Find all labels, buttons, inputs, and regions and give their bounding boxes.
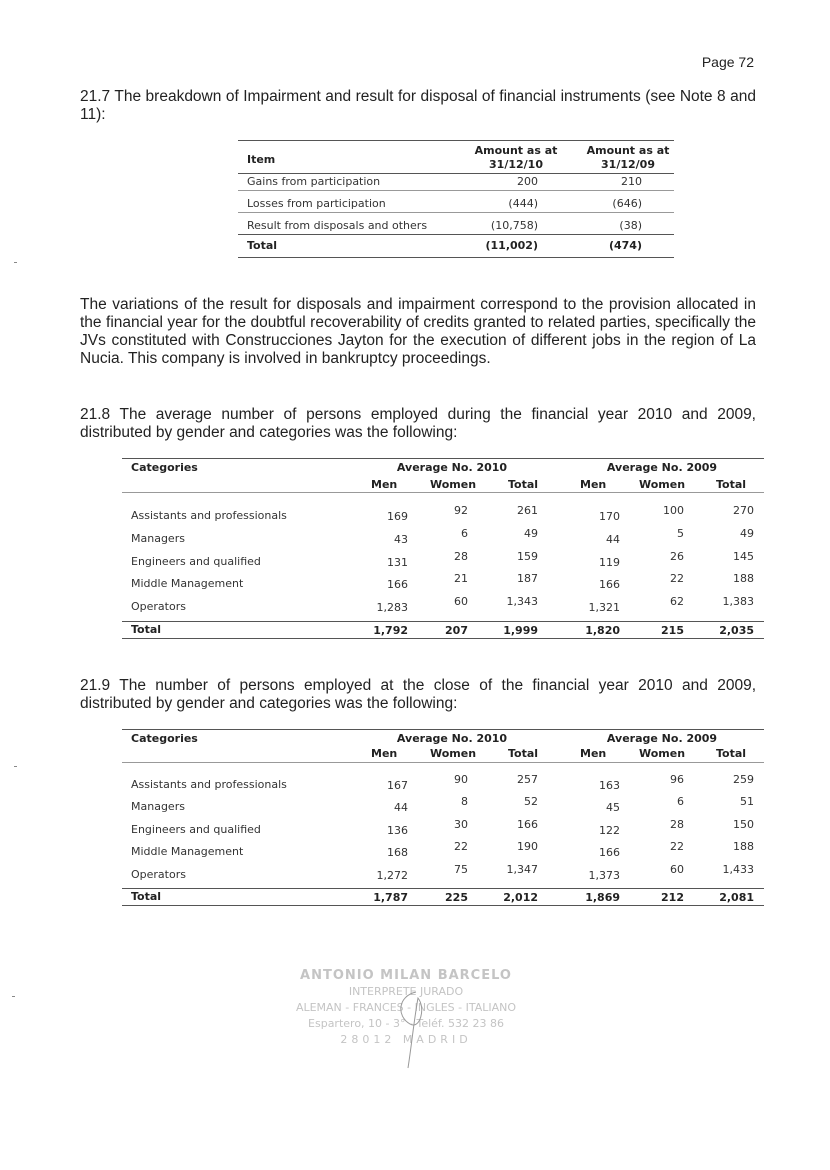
table-row-men-2010: 131 [387, 556, 408, 569]
table-row-women-2009: 100 [663, 504, 684, 517]
col-women-2009: Women [639, 478, 686, 491]
section-21-7-heading: 21.7 The breakdown of Impairment and result for disposal of financial instruments (see Note 8 and 11): [80, 88, 756, 123]
table-row-women-2009: 60 [670, 863, 684, 876]
table-row-item: Result from disposals and others [247, 219, 428, 232]
table-row-women-2010: 90 [454, 773, 468, 786]
table-row-category: Middle Management [131, 845, 244, 858]
table-total-women-2009: 215 [661, 624, 684, 637]
table-row-men-2009: 166 [599, 578, 620, 591]
table-row-women-2009: 62 [670, 595, 684, 608]
table-row-total-2009: 49 [740, 527, 754, 540]
table-row-women-2009: 28 [670, 818, 684, 831]
table-total-total-2010: 1,999 [503, 624, 538, 637]
table-row-men-2009: 166 [599, 846, 620, 859]
table-row-total-2010: 257 [517, 773, 538, 786]
col-total-2009: Total [716, 747, 747, 760]
table-row-men-2009: 122 [599, 824, 620, 837]
table-row-men-2009: 1,373 [588, 869, 620, 882]
table-row-total-2009: 150 [733, 818, 754, 831]
impairment-table [238, 140, 674, 260]
page-number: Page 72 [701, 54, 754, 70]
col-total-2010: Total [508, 747, 539, 760]
table-row-total-2010: 261 [517, 504, 538, 517]
col-2009-header-line2: 31/12/09 [601, 158, 655, 171]
table-row-women-2009: 26 [670, 550, 684, 563]
col-2009-header-line1: Amount as at [586, 144, 670, 157]
table-row-category: Operators [131, 868, 186, 881]
table-row-total-2009: 188 [733, 840, 754, 853]
table-row-total-2010: 190 [517, 840, 538, 853]
table-row-women-2009: 22 [670, 572, 684, 585]
table-row-men-2010: 169 [387, 510, 408, 523]
table-row-item: Gains from participation [247, 175, 381, 188]
stamp-name: ANTONIO MILAN BARCELO [300, 968, 512, 983]
table-total-total-2009: 2,081 [719, 891, 754, 904]
margin-mark [14, 766, 17, 767]
table-row-men-2010: 1,283 [376, 601, 408, 614]
col-2010-header-line1: Amount as at [474, 144, 558, 157]
signature-mark [288, 968, 524, 1078]
margin-mark [12, 996, 15, 997]
table-row-category: Middle Management [131, 577, 244, 590]
table-row-total-2010: 52 [524, 795, 538, 808]
table-row-women-2009: 6 [677, 795, 684, 808]
table-row-women-2010: 21 [454, 572, 468, 585]
table-row-total-2009: 145 [733, 550, 754, 563]
table-row-women-2009: 5 [677, 527, 684, 540]
table-total-item: Total [247, 239, 278, 252]
table-row-men-2009: 170 [599, 510, 620, 523]
col-men-2010: Men [371, 747, 398, 760]
table-row-men-2009: 1,321 [588, 601, 620, 614]
col-men-2010: Men [371, 478, 398, 491]
table-row-men-2010: 136 [387, 824, 408, 837]
table-row-men-2010: 168 [387, 846, 408, 859]
table-row-value-2009: (646) [612, 197, 642, 210]
table-row-total-2010: 1,343 [506, 595, 538, 608]
table-total-women-2010: 225 [445, 891, 468, 904]
table-total-men-2009: 1,820 [585, 624, 620, 637]
stamp-city: 28012 MADRID [340, 1033, 472, 1046]
table-row-men-2009: 45 [606, 801, 620, 814]
table-total-women-2010: 207 [445, 624, 468, 637]
table-total-men-2010: 1,787 [373, 891, 408, 904]
col-total-2010: Total [508, 478, 539, 491]
table-row-women-2010: 28 [454, 550, 468, 563]
table-row-women-2010: 92 [454, 504, 468, 517]
table-row-category: Assistants and professionals [131, 778, 287, 791]
stamp-languages: ALEMAN - FRANCES - INGLES - ITALIANO [295, 1001, 517, 1014]
group-2010-header: Average No. 2010 [396, 732, 508, 745]
table-row-total-2010: 49 [524, 527, 538, 540]
table-row-total-2009: 1,433 [722, 863, 754, 876]
table-row-men-2009: 163 [599, 779, 620, 792]
group-2009-header: Average No. 2009 [606, 461, 718, 474]
col-total-2009: Total [716, 478, 747, 491]
col-women-2009: Women [639, 747, 686, 760]
table-row-item: Losses from participation [247, 197, 386, 210]
table-row-women-2010: 60 [454, 595, 468, 608]
table-row-women-2010: 22 [454, 840, 468, 853]
table-row-category: Engineers and qualified [131, 823, 261, 836]
table-row-women-2009: 96 [670, 773, 684, 786]
col-2010-header-line2: 31/12/10 [489, 158, 543, 171]
variations-paragraph: The variations of the result for disposals and impairment correspond to the provision allocated in the financial year for the doubtful recoverability of credits granted to related parties, specifically the JVs constituted with Construcciones Jayton for the execution of different jobs in the region of La Nucia. This company is involved in bankruptcy proceedings. [80, 296, 756, 367]
section-21-9-heading: 21.9 The number of persons employed at the close of the financial year 2010 and 2009, distributed by gender and categories was the following: [80, 677, 756, 712]
table-row-total-2010: 187 [517, 572, 538, 585]
table-total-2009: (474) [608, 239, 642, 252]
table-row-category: Engineers and qualified [131, 555, 261, 568]
table-row-value-2010: (10,758) [490, 219, 538, 232]
table-row-men-2010: 167 [387, 779, 408, 792]
group-2010-header: Average No. 2010 [396, 461, 508, 474]
closing-employees-table [122, 729, 764, 911]
table-row-total-2009: 1,383 [722, 595, 754, 608]
table-row-total-2009: 259 [733, 773, 754, 786]
average-employees-table [122, 458, 764, 640]
table-row-value-2010: (444) [508, 197, 538, 210]
table-row-total-2010: 159 [517, 550, 538, 563]
table-total-category: Total [131, 890, 162, 903]
table-total-2010: (11,002) [485, 239, 538, 252]
group-2009-header: Average No. 2009 [606, 732, 718, 745]
table-total-men-2009: 1,869 [585, 891, 620, 904]
col-women-2010: Women [430, 478, 477, 491]
table-row-women-2009: 22 [670, 840, 684, 853]
table-row-category: Managers [131, 532, 185, 545]
stamp-address: Espartero, 10 - 3° - Teléf. 532 23 86 [308, 1017, 504, 1030]
table-row-men-2010: 43 [394, 533, 408, 546]
table-row-men-2010: 44 [394, 801, 408, 814]
table-row-men-2010: 1,272 [376, 869, 408, 882]
col-categories-header: Categories [131, 732, 198, 745]
translator-stamp [288, 968, 524, 1078]
table-row-men-2009: 119 [599, 556, 620, 569]
table-row-total-2010: 166 [517, 818, 538, 831]
table-total-men-2010: 1,792 [373, 624, 408, 637]
table-row-women-2010: 6 [461, 527, 468, 540]
table-total-women-2009: 212 [661, 891, 684, 904]
col-categories-header: Categories [131, 461, 198, 474]
table-row-category: Managers [131, 800, 185, 813]
table-total-total-2010: 2,012 [503, 891, 538, 904]
col-item-header: Item [247, 153, 276, 166]
table-row-category: Operators [131, 600, 186, 613]
col-men-2009: Men [580, 747, 607, 760]
col-women-2010: Women [430, 747, 477, 760]
table-row-men-2009: 44 [606, 533, 620, 546]
table-row-value-2009: (38) [619, 219, 642, 232]
table-row-total-2010: 1,347 [506, 863, 538, 876]
col-men-2009: Men [580, 478, 607, 491]
margin-mark [14, 262, 17, 263]
table-row-value-2009: 210 [621, 175, 642, 188]
table-row-men-2010: 166 [387, 578, 408, 591]
table-row-women-2010: 30 [454, 818, 468, 831]
table-row-total-2009: 270 [733, 504, 754, 517]
table-row-value-2010: 200 [517, 175, 538, 188]
table-total-category: Total [131, 623, 162, 636]
table-row-women-2010: 75 [454, 863, 468, 876]
table-row-total-2009: 51 [740, 795, 754, 808]
table-row-category: Assistants and professionals [131, 509, 287, 522]
table-total-total-2009: 2,035 [719, 624, 754, 637]
section-21-8-heading: 21.8 The average number of persons employed during the financial year 2010 and 2009, distributed by gender and categories was the following: [80, 406, 756, 441]
stamp-title: INTERPRETE JURADO [348, 985, 464, 998]
table-row-women-2010: 8 [461, 795, 468, 808]
table-row-total-2009: 188 [733, 572, 754, 585]
